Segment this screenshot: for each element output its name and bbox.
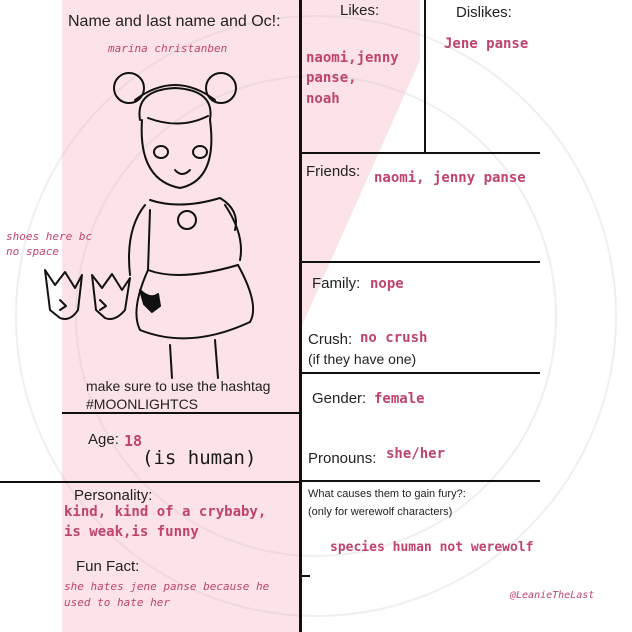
fury-label: What causes them to gain fury?: bbox=[308, 488, 466, 500]
funfact-line-2: used to hate her bbox=[64, 596, 170, 609]
name-label: Name and last name and Oc!: bbox=[68, 13, 281, 30]
fury-note: (only for werewolf characters) bbox=[308, 506, 453, 518]
crush-value: no crush bbox=[360, 330, 428, 346]
pronouns-label: Pronouns: bbox=[308, 450, 377, 467]
hashtag-tag: #MOONLIGHTCS bbox=[86, 396, 199, 412]
friends-label: Friends: bbox=[306, 163, 361, 180]
likes-line-2: panse, bbox=[306, 70, 357, 86]
friends-value: naomi, jenny panse bbox=[374, 170, 526, 186]
shoes-note-line-1: shoes here bc bbox=[6, 230, 93, 243]
age-value: 18 bbox=[124, 432, 143, 450]
center-divider bbox=[299, 0, 302, 632]
likes-line-3: noah bbox=[306, 91, 340, 107]
age-note: (is human) bbox=[142, 447, 257, 469]
personality-line-2: is weak,is funny bbox=[64, 524, 199, 540]
right-row-line-3 bbox=[300, 372, 540, 374]
right-row-line-4 bbox=[300, 480, 540, 482]
personality-label: Personality: bbox=[74, 487, 153, 504]
name-value: marina christanben bbox=[108, 42, 228, 55]
right-row-line-2 bbox=[300, 261, 540, 263]
funfact-line-1: she hates jene panse because he bbox=[64, 580, 270, 593]
family-value: nope bbox=[370, 276, 404, 292]
pronouns-value: she/her bbox=[386, 446, 446, 462]
personality-line-1: kind, kind of a crybaby, bbox=[64, 504, 267, 520]
gender-value: female bbox=[374, 391, 425, 407]
shoes-note-line-2: no space bbox=[6, 245, 59, 258]
gender-label: Gender: bbox=[312, 390, 367, 407]
dislikes-label: Dislikes: bbox=[456, 4, 512, 21]
right-row-line-5 bbox=[300, 575, 310, 577]
likes-label: Likes: bbox=[340, 2, 380, 19]
credit-signature: @LeanieTheLast bbox=[510, 590, 595, 601]
family-label: Family: bbox=[312, 275, 361, 292]
likes-dislikes-divider bbox=[424, 0, 426, 153]
hashtag-instruction: make sure to use the hashtag bbox=[86, 378, 271, 394]
funfact-label: Fun Fact: bbox=[76, 558, 140, 575]
left-row-line-2 bbox=[0, 481, 300, 483]
age-label: Age: bbox=[88, 431, 119, 448]
likes-line-1: naomi,jenny bbox=[306, 50, 399, 66]
character-drawing bbox=[30, 60, 290, 390]
dislikes-value: Jene panse bbox=[444, 36, 529, 52]
right-row-line-1 bbox=[300, 152, 540, 154]
fury-value: species human not werewolf bbox=[330, 540, 534, 555]
crush-label: Crush: bbox=[308, 331, 353, 348]
crush-note: (if they have one) bbox=[308, 351, 417, 367]
